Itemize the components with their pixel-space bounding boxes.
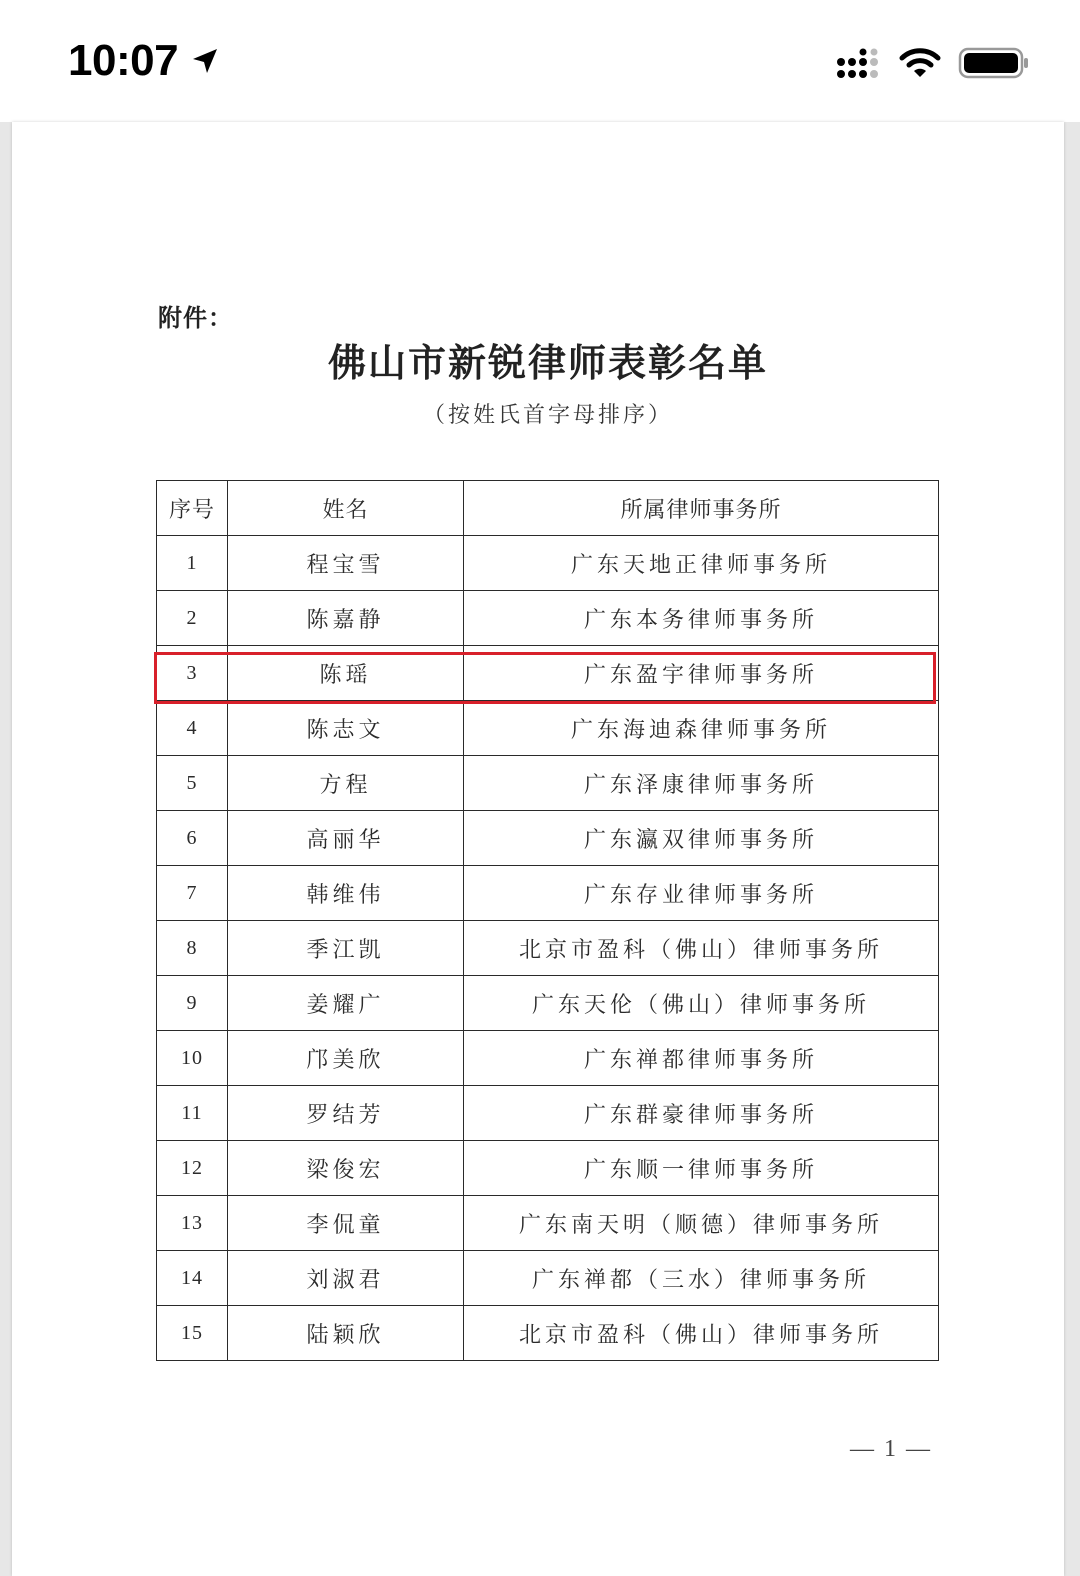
row-name: 陈嘉静 bbox=[228, 591, 464, 646]
row-firm: 北京市盈科（佛山）律师事务所 bbox=[464, 1306, 939, 1361]
row-number: 13 bbox=[157, 1196, 228, 1251]
header-name: 姓名 bbox=[228, 481, 464, 536]
status-time: 10:07 bbox=[68, 36, 179, 85]
table-row bbox=[157, 1196, 939, 1251]
wifi-icon bbox=[898, 46, 942, 80]
battery-icon bbox=[958, 46, 1030, 80]
row-name: 方程 bbox=[228, 756, 464, 811]
row-number: 14 bbox=[157, 1251, 228, 1306]
row-name: 罗结芳 bbox=[228, 1086, 464, 1141]
table-row bbox=[157, 1141, 939, 1196]
row-firm: 广东天伦（佛山）律师事务所 bbox=[464, 976, 939, 1031]
row-number: 1 bbox=[157, 536, 228, 591]
row-number: 12 bbox=[157, 1141, 228, 1196]
row-firm: 广东天地正律师事务所 bbox=[464, 536, 939, 591]
table-header-row bbox=[157, 481, 939, 536]
cellular-signal-icon bbox=[836, 48, 884, 82]
row-firm: 广东泽康律师事务所 bbox=[464, 756, 939, 811]
row-number: 4 bbox=[157, 701, 228, 756]
row-name: 季江凯 bbox=[228, 921, 464, 976]
table-row bbox=[157, 811, 939, 866]
table-row-highlighted bbox=[157, 646, 939, 701]
row-firm: 广东本务律师事务所 bbox=[464, 591, 939, 646]
table-row bbox=[157, 701, 939, 756]
page-number: — 1 — bbox=[850, 1436, 932, 1462]
header-number: 序号 bbox=[157, 481, 228, 536]
row-number: 9 bbox=[157, 976, 228, 1031]
row-name: 姜耀广 bbox=[228, 976, 464, 1031]
row-number: 11 bbox=[157, 1086, 228, 1141]
row-name: 程宝雪 bbox=[228, 536, 464, 591]
row-name: 陆颖欣 bbox=[228, 1306, 464, 1361]
roster-table bbox=[156, 480, 939, 1361]
row-number: 5 bbox=[157, 756, 228, 811]
row-firm: 北京市盈科（佛山）律师事务所 bbox=[464, 921, 939, 976]
row-name: 梁俊宏 bbox=[228, 1141, 464, 1196]
table-row bbox=[157, 756, 939, 811]
row-firm: 广东群豪律师事务所 bbox=[464, 1086, 939, 1141]
document-viewer[interactable] bbox=[0, 122, 1080, 1576]
status-bar bbox=[0, 0, 1080, 122]
table-row bbox=[157, 1086, 939, 1141]
table-row bbox=[157, 536, 939, 591]
row-name: 陈瑶 bbox=[228, 646, 464, 701]
document-subtitle: （按姓氏首字母排序） bbox=[422, 403, 673, 428]
row-firm: 广东存业律师事务所 bbox=[464, 866, 939, 921]
row-name: 刘淑君 bbox=[228, 1251, 464, 1306]
table-row bbox=[157, 1306, 939, 1361]
row-firm: 广东禅都（三水）律师事务所 bbox=[464, 1251, 939, 1306]
row-firm: 广东南天明（顺德）律师事务所 bbox=[464, 1196, 939, 1251]
row-firm: 广东海迪森律师事务所 bbox=[464, 701, 939, 756]
row-firm: 广东盈宇律师事务所 bbox=[464, 646, 939, 701]
row-number: 3 bbox=[157, 646, 228, 701]
attachment-label: 附件： bbox=[158, 304, 233, 332]
row-name: 陈志文 bbox=[228, 701, 464, 756]
row-number: 8 bbox=[157, 921, 228, 976]
table-row bbox=[157, 976, 939, 1031]
row-name: 邝美欣 bbox=[228, 1031, 464, 1086]
row-name: 高丽华 bbox=[228, 811, 464, 866]
row-number: 7 bbox=[157, 866, 228, 921]
location-arrow-icon bbox=[190, 46, 220, 76]
row-number: 6 bbox=[157, 811, 228, 866]
row-number: 15 bbox=[157, 1306, 228, 1361]
row-name: 韩维伟 bbox=[228, 866, 464, 921]
row-firm: 广东顺一律师事务所 bbox=[464, 1141, 939, 1196]
table-row bbox=[157, 1251, 939, 1306]
table-row bbox=[157, 1031, 939, 1086]
row-number: 2 bbox=[157, 591, 228, 646]
table-row bbox=[157, 866, 939, 921]
header-firm: 所属律师事务所 bbox=[464, 481, 939, 536]
table-row bbox=[157, 591, 939, 646]
row-firm: 广东禅都律师事务所 bbox=[464, 1031, 939, 1086]
row-firm: 广东瀛双律师事务所 bbox=[464, 811, 939, 866]
document-title: 佛山市新锐律师表彰名单 bbox=[327, 340, 768, 385]
document-page bbox=[12, 122, 1064, 1576]
table-row bbox=[157, 921, 939, 976]
row-name: 李侃童 bbox=[228, 1196, 464, 1251]
row-number: 10 bbox=[157, 1031, 228, 1086]
